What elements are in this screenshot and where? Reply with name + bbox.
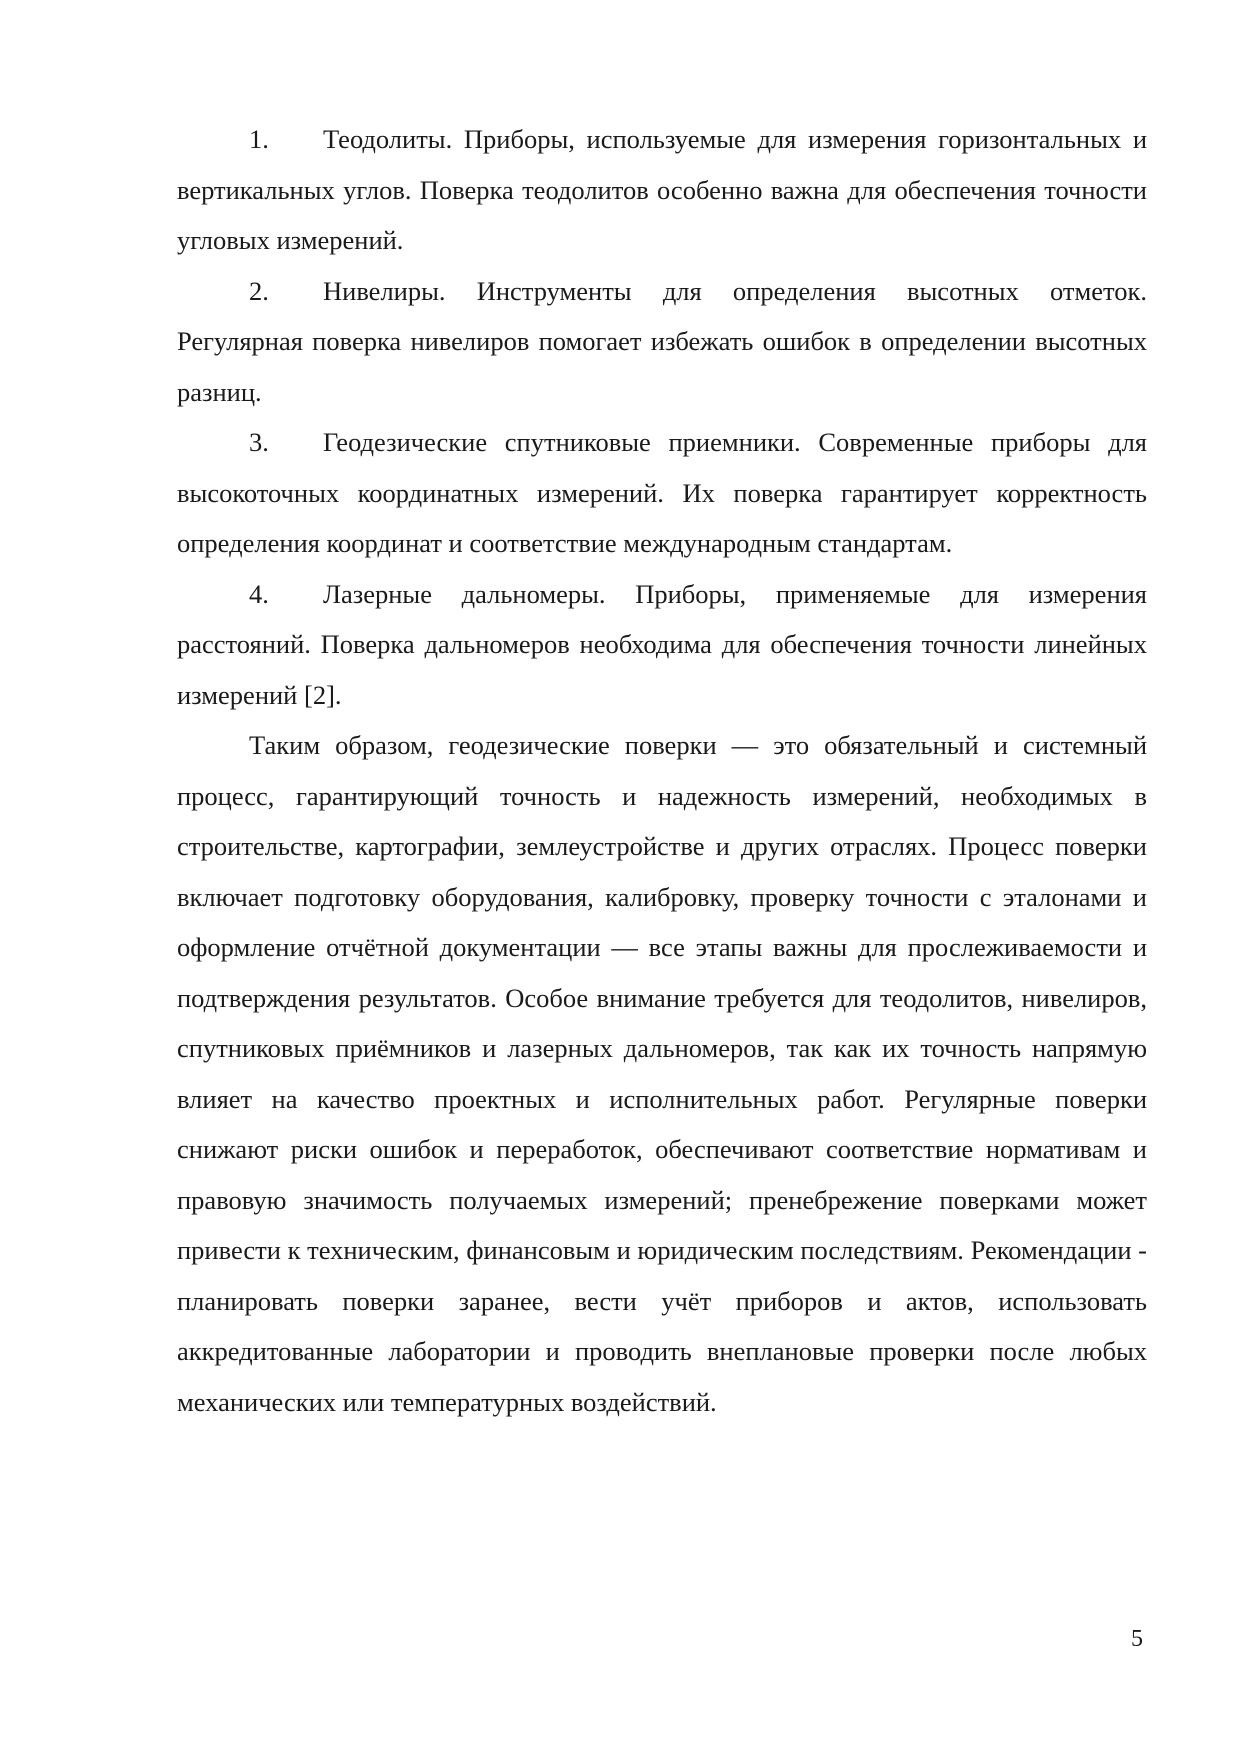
page-content: [177, 114, 1147, 1427]
list-item-text: Теодолиты. Приборы, используемые для измерения горизонтальных и вертикальных углов. Поверка теодолитов особенно важна для обеспечения точности угловых измерений.: [177, 124, 1147, 255]
list-item-text: Геодезические спутниковые приемники. Современные приборы для высокоточных координатных измерений. Их поверка гарантирует корректность определения координат и соответствие международным стандартам.: [177, 427, 1147, 558]
page-number: 5: [1131, 1626, 1143, 1652]
list-item-text: Нивелиры. Инструменты для определения высотных отметок. Регулярная поверка нивелиров помогает избежать ошибок в определении высотных разниц.: [177, 275, 1147, 407]
list-item: [177, 114, 1147, 266]
list-item-number: 3.: [249, 427, 269, 457]
list-item-number: 1.: [249, 124, 269, 154]
list-item-number: 4.: [249, 578, 269, 609]
conclusion-paragraph: Таким образом, геодезические поверки — это обязательный и системный процесс, гарантирующий точность и надежность измерений, необходимых в строительстве, картографии, землеустройстве и других отраслях. Процесс поверки включает подготовку оборудования, калибровку, проверку точности с эталонами и оформление отчётной документации — все этапы важны для прослеживаемости и подтверждения результатов. Особое внимание требуется для теодолитов, нивелиров, спутниковых приёмников и лазерных дальномеров, так как их точность напрямую влияет на качество проектных и исполнительных работ. Регулярные поверки снижают риски ошибок и переработок, обеспечивают соответствие нормативам и правовую значимость получаемых измерений; пренебрежение поверками может привести к техническим, финансовым и юридическим последствиям. Рекомендации - планировать поверки заранее, вести учёт приборов и актов, использовать аккредитованные лаборатории и проводить внеплановые проверки после любых механических или температурных воздействий.: [177, 730, 1147, 1417]
list-item: [177, 569, 1147, 721]
list-item: [177, 417, 1147, 569]
list-item: [177, 266, 1147, 418]
list-item-number: 2.: [249, 275, 269, 306]
list-item-text: Лазерные дальномеры. Приборы, применяемые для измерения расстояний. Поверка дальномеров необходима для обеспечения точности линейных измерений [2].: [177, 578, 1147, 710]
